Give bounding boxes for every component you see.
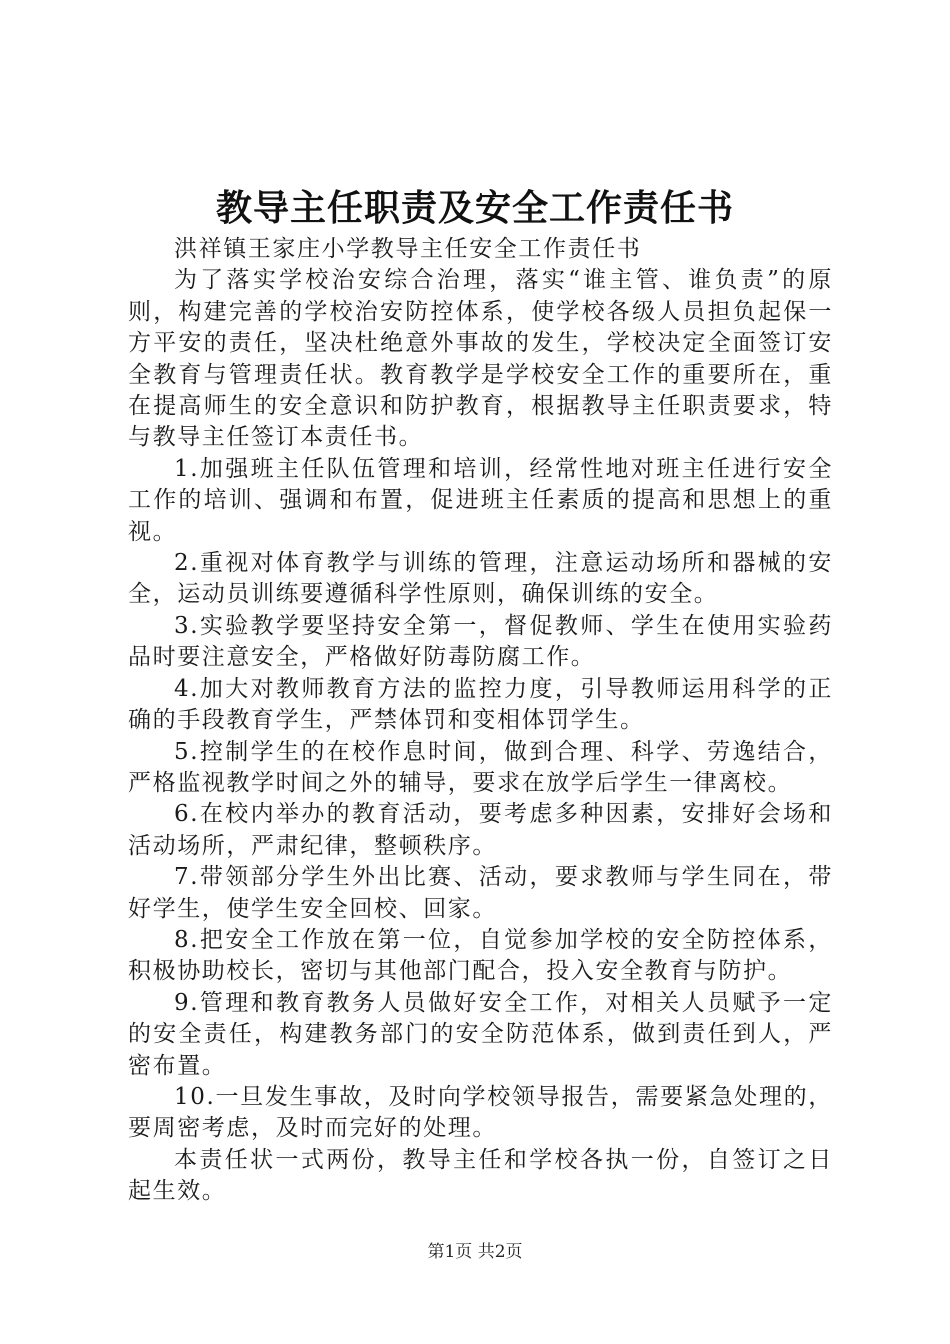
intro-paragraph: 为了落实学校治安综合治理，落实“谁主管、谁负责”的原则，构建完善的学校治安防控体系，使学校各级人员担负起保一方平安的责任，坚决杜绝意外事故的发生，学校决定全面签订安全教育与管理责任状。教育教学是学校安全工作的重要所在，重在提高师生的安全意识和防护教育，根据教导主任职责要求，特与教导主任签订本责任书。 [128,267,833,451]
page-number-footer: 第1页 共2页 [427,1242,523,1262]
clause-4: 4.加大对教师教育方法的监控力度，引导教师运用科学的正确的手段教育学生，严禁体罚和变相体罚学生。 [128,675,833,734]
clause-8: 8.把安全工作放在第一位，自觉参加学校的安全防控体系，积极协助校长，密切与其他部门配合，投入安全教育与防护。 [128,926,833,985]
clause-7: 7.带领部分学生外出比赛、活动，要求教师与学生同在，带好学生，使学生安全回校、回家。 [128,864,833,922]
document-subtitle: 洪祥镇王家庄小学教导主任安全工作责任书 [174,236,642,262]
clause-5: 5.控制学生的在校作息时间，做到合理、科学、劳逸结合，严格监视教学时间之外的辅导，要求在放学后学生一律离校。 [128,738,833,796]
clause-1: 1.加强班主任队伍管理和培训，经常性地对班主任进行安全工作的培训、强调和布置，促进班主任素质的提高和思想上的重视。 [128,455,833,545]
clause-6: 6.在校内举办的教育活动，要考虑多种因素，安排好会场和活动场所，严肃纪律，整顿秩序。 [128,801,833,859]
document-title: 教导主任职责及安全工作责任书 [215,187,734,229]
document-body [128,234,833,1208]
clause-10: 10.一旦发生事故，及时向学校领导报告，需要紧急处理的，要周密考虑，及时而完好的处理。 [128,1083,833,1142]
clause-9: 9.管理和教育教务人员做好安全工作，对相关人员赋予一定的安全责任，构建教务部门的安全防范体系，做到责任到人，严密布置。 [128,989,833,1079]
clause-3: 3.实验教学要坚持安全第一，督促教师、学生在使用实验药品时要注意安全，严格做好防毒防腐工作。 [128,612,833,671]
clause-2: 2.重视对体育教学与训练的管理，注意运动场所和器械的安全，运动员训练要遵循科学性原则，确保训练的安全。 [128,550,833,608]
closing-paragraph: 本责任状一式两份，教导主任和学校各执一份，自签订之日起生效。 [128,1146,833,1205]
